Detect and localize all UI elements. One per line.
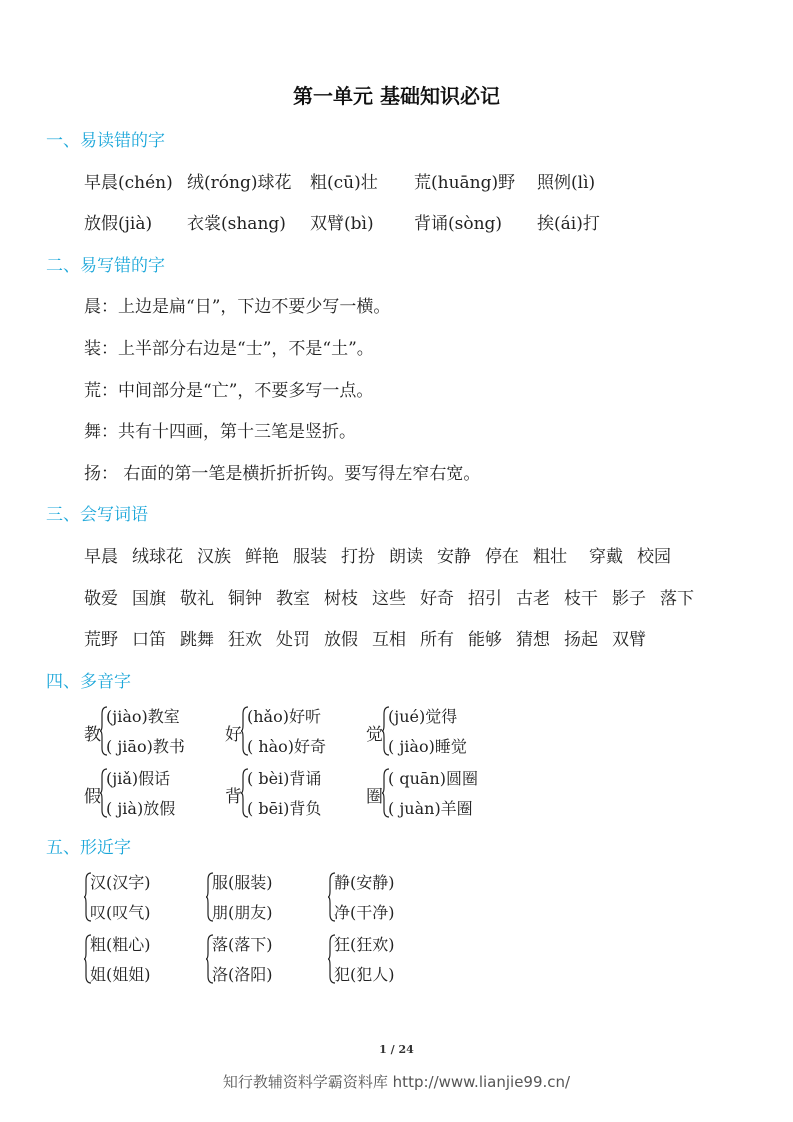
vocab-word: 能够 — [468, 630, 502, 650]
similar-char: 落(落下) — [212, 935, 273, 954]
page-number: 1 / 24 — [379, 1043, 414, 1056]
polyphone-group — [366, 704, 496, 758]
similar-char: 姐(姐姐) — [90, 965, 151, 984]
word-item: 衣裳(shang) — [187, 214, 286, 234]
vocab-word: 猜想 — [516, 630, 550, 650]
polyphone-char: 圈 — [366, 787, 383, 807]
writing-tip: 荒：中间部分是“亡”，不要多写一点。 — [84, 381, 374, 401]
polyphone-reading: ( quān)圆圈 — [388, 769, 478, 788]
vocab-word: 打扮 — [341, 547, 375, 567]
similar-char-group — [206, 932, 316, 986]
similar-char: 净(干净) — [334, 903, 395, 922]
similar-char: 狂(狂欢) — [334, 935, 395, 954]
vocab-word: 汉族 — [197, 547, 231, 567]
similar-char: 汉(汉字) — [90, 873, 151, 892]
vocab-word: 枝干 — [564, 589, 598, 609]
vocab-word: 狂欢 — [228, 630, 262, 650]
polyphone-reading: (jiǎ)假话 — [106, 769, 171, 788]
vocab-word: 粗壮 — [533, 547, 567, 567]
vocab-word: 教室 — [276, 589, 310, 609]
vocab-word: 落下 — [660, 589, 694, 609]
writing-tip: 舞：共有十四画，第十三笔是竖折。 — [84, 422, 356, 442]
section-heading-4: 四、多音字 — [46, 672, 131, 692]
vocab-word: 招引 — [468, 589, 502, 609]
vocab-word: 跳舞 — [180, 630, 214, 650]
vocab-word: 敬礼 — [180, 589, 214, 609]
vocab-word: 安静 — [437, 547, 471, 567]
page-title: 第一单元 基础知识必记 — [293, 84, 500, 108]
polyphone-reading: ( hào)好奇 — [247, 737, 327, 756]
vocab-word: 荒野 — [84, 630, 118, 650]
similar-char: 洛(洛阳) — [212, 965, 273, 984]
similar-char-group — [328, 932, 438, 986]
similar-char-group — [84, 870, 194, 924]
polyphone-group — [84, 704, 214, 758]
polyphone-group — [225, 704, 355, 758]
similar-char-group — [328, 870, 438, 924]
polyphone-reading: (hǎo)好听 — [247, 707, 321, 726]
section-heading-5: 五、形近字 — [46, 838, 131, 858]
similar-char: 犯(犯人) — [334, 965, 395, 984]
polyphone-char: 觉 — [366, 725, 383, 745]
vocab-word: 扬起 — [564, 630, 598, 650]
vocab-word: 朗读 — [389, 547, 423, 567]
polyphone-reading: ( jià)放假 — [106, 799, 176, 818]
polyphone-reading: ( juàn)羊圈 — [388, 799, 473, 818]
polyphone-reading: ( bēi)背负 — [247, 799, 322, 818]
writing-tip: 扬： 右面的第一笔是横折折折钩。要写得左窄右宽。 — [84, 464, 481, 484]
vocab-word: 穿戴 — [589, 547, 623, 567]
vocab-word: 所有 — [420, 630, 454, 650]
section-heading-3: 三、会写词语 — [46, 505, 148, 525]
polyphone-group — [225, 766, 355, 820]
vocab-word: 口笛 — [132, 630, 166, 650]
polyphone-group — [84, 766, 214, 820]
vocab-word: 鲜艳 — [245, 547, 279, 567]
similar-char-group — [206, 870, 316, 924]
vocab-word: 古老 — [516, 589, 550, 609]
word-item: 照例(lì) — [537, 173, 596, 193]
similar-char: 服(服装) — [212, 873, 273, 892]
similar-char: 静(安静) — [334, 873, 395, 892]
vocab-word: 绒球花 — [132, 547, 183, 567]
vocab-word: 互相 — [372, 630, 406, 650]
polyphone-char: 假 — [84, 787, 101, 807]
vocab-word: 处罚 — [276, 630, 310, 650]
polyphone-reading: (jiào)教室 — [106, 707, 180, 726]
writing-tip: 晨：上边是扁“日”，下边不要少写一横。 — [84, 297, 391, 317]
polyphone-reading: (jué)觉得 — [388, 707, 458, 726]
word-item: 粗(cū)壮 — [310, 173, 378, 193]
footer-watermark: 知行教辅资料学霸资料库 http://www.lianjie99.cn/ — [222, 1073, 571, 1091]
similar-char: 叹(叹气) — [90, 903, 151, 922]
polyphone-reading: ( bèi)背诵 — [247, 769, 322, 788]
word-item: 放假(jià) — [84, 214, 153, 234]
vocab-word: 服装 — [293, 547, 327, 567]
word-item: 背诵(sòng) — [414, 214, 503, 234]
polyphone-reading: ( jiāo)教书 — [106, 737, 185, 756]
polyphone-char: 教 — [84, 725, 101, 745]
vocab-word: 铜钟 — [228, 589, 262, 609]
polyphone-reading: ( jiào)睡觉 — [388, 737, 467, 756]
word-item: 挨(ái)打 — [537, 214, 600, 234]
vocab-word: 双臂 — [612, 630, 646, 650]
word-item: 绒(róng)球花 — [187, 173, 292, 193]
word-item: 早晨(chén) — [84, 173, 173, 193]
section-heading-1: 一、易读错的字 — [46, 131, 165, 151]
similar-char: 朋(朋友) — [212, 903, 273, 922]
vocab-word: 早晨 — [84, 547, 118, 567]
writing-tip: 装：上半部分右边是“士”，不是“土”。 — [84, 339, 374, 359]
vocab-word: 放假 — [324, 630, 358, 650]
polyphone-char: 背 — [225, 787, 242, 807]
vocab-word: 好奇 — [420, 589, 454, 609]
vocab-word: 停在 — [485, 547, 519, 567]
vocab-word: 敬爱 — [84, 589, 118, 609]
vocab-row-3 — [84, 625, 646, 650]
vocab-word: 国旗 — [132, 589, 166, 609]
polyphone-char: 好 — [225, 725, 242, 745]
section-heading-2: 二、易写错的字 — [46, 256, 165, 276]
polyphone-group — [366, 766, 506, 820]
vocab-row-1 — [84, 542, 671, 567]
vocab-row-2 — [84, 584, 694, 609]
vocab-word: 树枝 — [324, 589, 358, 609]
word-item: 双臂(bì) — [310, 214, 374, 234]
vocab-word: 影子 — [612, 589, 646, 609]
vocab-word: 校园 — [637, 547, 671, 567]
vocab-word: 这些 — [372, 589, 406, 609]
similar-char-group — [84, 932, 194, 986]
similar-char: 粗(粗心) — [90, 935, 151, 954]
word-item: 荒(huāng)野 — [414, 173, 516, 193]
